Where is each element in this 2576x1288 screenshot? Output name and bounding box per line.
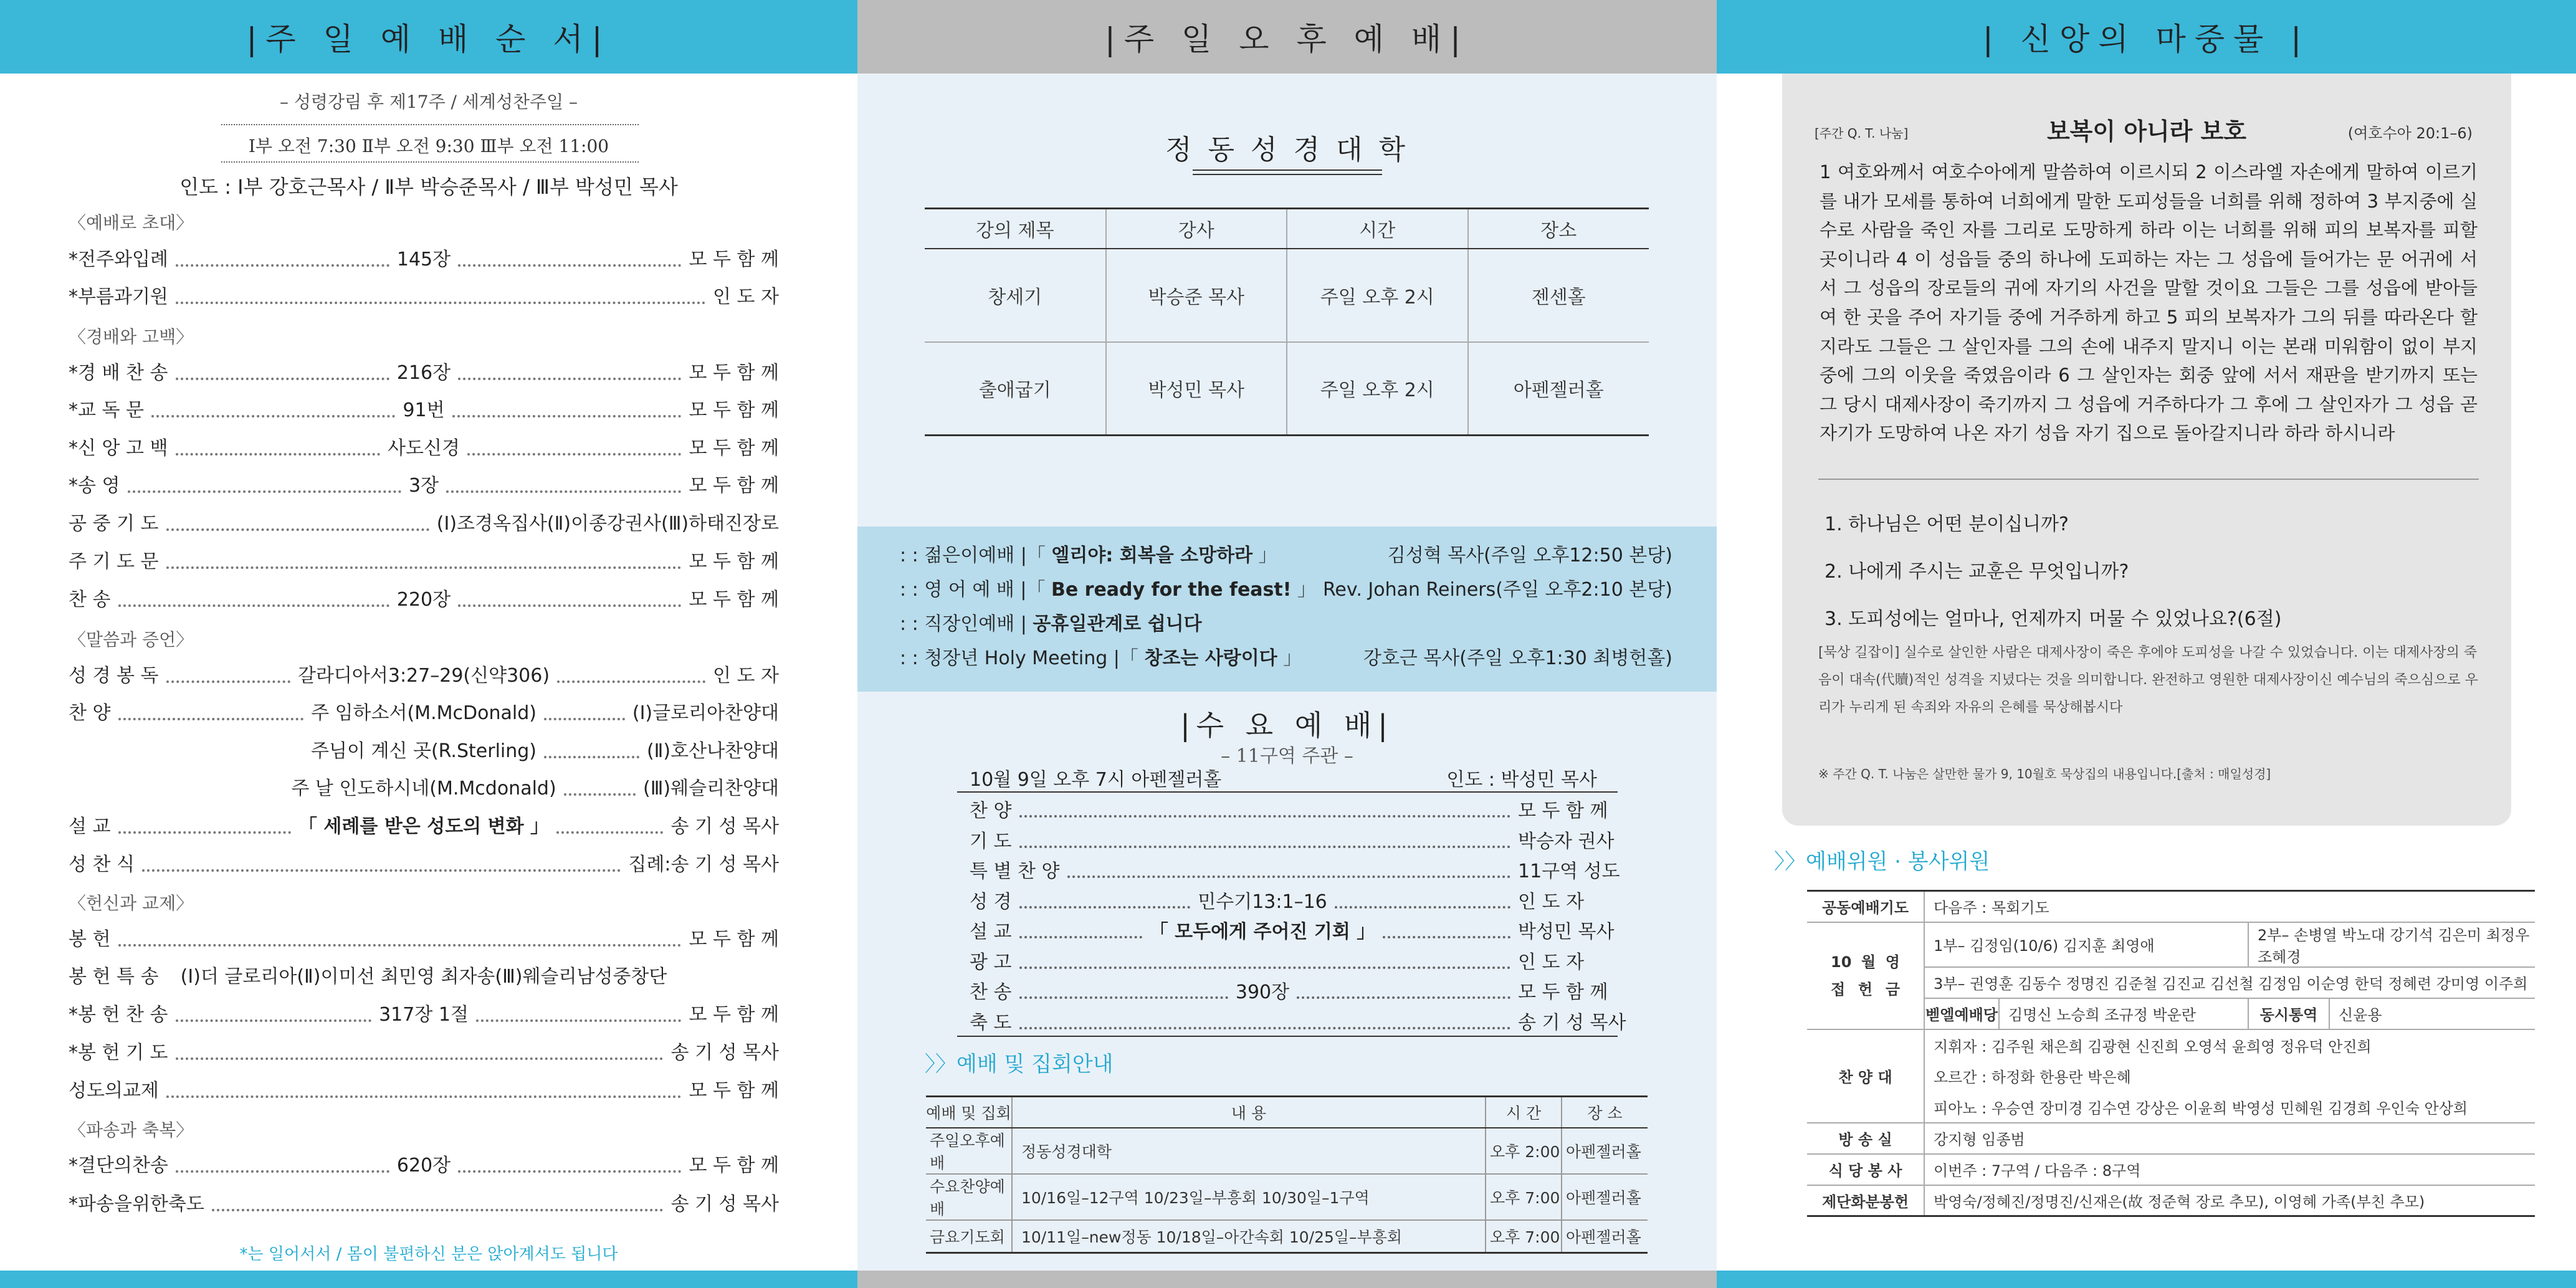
order-item-leader: 모 두 함 께	[689, 399, 779, 421]
table-cell: 오후 2:00	[1486, 1128, 1562, 1174]
dotted-leader	[1019, 996, 1228, 999]
order-item	[69, 737, 779, 766]
order-item-leader: 모 두 함 께	[689, 928, 779, 950]
table-cell: 이번주 : 7구역 / 다음주 : 8구역	[1924, 1154, 2535, 1185]
qt-title: 보복이 아니라 보호	[2046, 118, 2247, 145]
order-item-detail: 145장	[396, 249, 451, 270]
order-item	[69, 851, 779, 879]
staff-table	[1807, 890, 2535, 1217]
order-item-detail: 220장	[396, 589, 451, 611]
row-label: 공동예배기도	[1807, 891, 1924, 922]
dotted-leader	[557, 680, 705, 683]
table-cell: 정동성경대학	[1012, 1128, 1486, 1174]
table-header: 내 용	[1012, 1097, 1486, 1128]
table-cell: 아펜젤러홀	[1562, 1128, 1648, 1174]
order-item-detail: 주 임하소서(M.McDonald)	[311, 702, 537, 724]
order-item-name: *부름과기원	[69, 286, 168, 308]
order-item-leader: 모 두 함 께	[689, 249, 779, 270]
row-label: 방 송 실	[1807, 1123, 1924, 1154]
order-item	[69, 963, 779, 991]
order-item-leader: 모 두 함 께	[689, 1004, 779, 1026]
table-header: 장소	[1468, 209, 1649, 249]
wed-item-name: 광 고	[970, 951, 1012, 973]
order-item-detail: 91번	[403, 399, 445, 421]
row-label: 벧엘예배당	[1924, 998, 1999, 1029]
order-item-leader: (Ⅰ)글로리아찬양대	[632, 702, 779, 724]
meditation-guide: [묵상 길잡이] 실수로 살인한 사람은 대제사장이 죽은 후에야 도피성을 나갈 수 있었습니다. 이는 대제사장의 죽음이 대속(代贖)적인 성격을 지녔다는 것을 의미합니다. 완전하고 영원한 대제사장이신 예수님의 죽으심으로 우리가 누리게 된 속죄와 자유의 은혜를 묵상해봅시다	[1818, 645, 2478, 715]
service-sermon: 공휴일관계로 쉽니다	[1033, 613, 1202, 635]
wed-item-name: 기 도	[970, 830, 1012, 852]
info-section-title: 〉〉예배 및 집회안내	[925, 1052, 1114, 1077]
footer-bar	[1717, 1271, 2576, 1288]
dotted-leader	[476, 1019, 682, 1022]
dotted-leader	[176, 302, 705, 304]
row-label: 식 당 봉 사	[1807, 1154, 1924, 1185]
table-row	[1807, 922, 2535, 967]
table-header: 강의 제목	[925, 209, 1106, 249]
weekly-qt-box	[1782, 74, 2511, 826]
table-cell: 2부– 손병열 박노대 강기석 김은미 최정우 조혜경	[2248, 922, 2535, 967]
table-cell: 출애굽기	[925, 342, 1106, 436]
order-item-name: *봉 헌 찬 송	[69, 1004, 168, 1026]
dotted-leader	[544, 718, 625, 720]
wed-item-name: 설 교	[970, 921, 1012, 943]
table-cell: 10/11일–new정동 10/18일–아간속회 10/25일–부흥회	[1012, 1220, 1486, 1253]
order-item-detail: 317장 1절	[379, 1004, 469, 1026]
order-item-detail: 주 날 인도하시네(M.Mcdonald)	[291, 778, 556, 799]
order-item	[69, 246, 779, 274]
table-cell: 10/16일–12구역 10/23일–부흥회 10/30일–1구역	[1012, 1174, 1486, 1220]
table-cell: 박영숙/정혜진/정명진/신재은(故 정준혁 장로 추모), 이영혜 가족(부친 추모)	[1924, 1185, 2535, 1216]
table-cell: 아펜젤러홀	[1562, 1174, 1648, 1220]
other-services-band	[857, 527, 1717, 692]
table-header: 예배 및 집회	[926, 1097, 1012, 1128]
order-item	[69, 283, 779, 312]
table-cell: 지휘자 : 김주원 채은희 김광현 신진희 오영석 윤희영 정유덕 안진희	[1924, 1029, 2535, 1061]
wednesday-date: 10월 9일 오후 7시 아펜젤러홀	[970, 769, 1222, 791]
wed-order-item	[970, 857, 1620, 887]
dotted-leader	[1067, 875, 1510, 878]
order-item-name: *전주와입례	[69, 249, 168, 270]
wed-order-item	[970, 978, 1608, 1008]
service-leaders: 인도 : Ⅰ부 강호근목사 / Ⅱ부 박승준목사 / Ⅲ부 박성민 목사	[179, 175, 678, 199]
wed-item-detail: 「 모두에게 주어진 기회 」	[1149, 921, 1376, 943]
dotted-leader	[142, 869, 621, 872]
dotted-leader	[176, 1170, 389, 1173]
order-item-detail: 216장	[396, 362, 451, 384]
order-item-name: 성도의교제	[69, 1080, 159, 1102]
question-2: 2. 나에게 주시는 교훈은 무엇입니까?	[1825, 561, 2129, 583]
order-item-name: *교 독 문	[69, 399, 145, 421]
service-label: : : 직장인예배 |	[900, 613, 1033, 635]
order-item-leader: 모 두 함 께	[689, 437, 779, 459]
wed-item-name: 특 별 찬 양	[970, 861, 1060, 882]
table-cell: 신윤용	[2329, 998, 2535, 1029]
wed-item-name: 찬 송	[970, 981, 1012, 1003]
worship-order-panel	[0, 0, 857, 1288]
wed-item-leader: 박성민 목사	[1518, 921, 1615, 943]
order-item-leader: 인 도 자	[712, 665, 779, 687]
order-item-name: 찬 양	[69, 702, 111, 724]
title-underline	[1193, 174, 1382, 175]
order-item	[69, 699, 779, 728]
dotted-leader	[564, 793, 636, 796]
question-1: 1. 하나님은 어떤 분이십니까?	[1825, 513, 2069, 535]
order-item-leader: 모 두 함 께	[689, 362, 779, 384]
service-holy-meeting	[900, 642, 1672, 675]
service-preacher: 강호근 목사(주일 오후1:30 최병헌홀)	[1363, 647, 1672, 669]
service-bracket: 」	[1291, 579, 1316, 601]
dotted-leader	[544, 756, 639, 758]
order-item-name: 성 경 봉 독	[69, 665, 159, 687]
dotted-leader	[166, 680, 290, 683]
order-item-name: *경 배 찬 송	[69, 362, 168, 384]
table-header: 시 간	[1486, 1097, 1562, 1128]
dotted-leader	[458, 378, 681, 380]
order-item-name: 성 찬 식	[69, 854, 135, 875]
order-item	[69, 1001, 779, 1029]
order-item-leader: (Ⅲ)웨슬리찬양대	[643, 778, 779, 799]
table-cell: 아펜젤러홀	[1562, 1220, 1648, 1253]
wed-item-leader: 모 두 함 께	[1518, 800, 1608, 822]
order-item-name: 찬 송	[69, 589, 111, 611]
order-item-leader: 모 두 함 께	[689, 551, 779, 573]
order-item-leader: 모 두 함 께	[689, 1080, 779, 1102]
row-label: 찬 양 대	[1807, 1029, 1924, 1123]
wednesday-leader: 인도 : 박성민 목사	[1446, 769, 1597, 791]
order-item-name: *결단의찬송	[69, 1155, 168, 1176]
service-preacher: Rev. Johan Reiners(주일 오후2:10 본당)	[1322, 579, 1672, 601]
scripture-text: 1 여호와께서 여호수아에게 말씀하여 이르시되 2 이스라엘 자손에게 말하여 이르기를 내가 모세를 통하여 너희에게 말한 도피성들을 너희를 위해 정하여 3 부지중에 실수로 사람을 죽인 자를 그리로 도망하게 하라 이는 너희를 위해 피의 보복자를 피할 곳이니라 4 이 성읍들 중의 하나에 도피하는 자는 그 성읍에 들어가는 문 어귀에 서서 그 성읍의 장로들의 귀에 자기의 사건을 말할 것이요 그들은 그를 성읍에 받아들여 한 곳을 주어 자기들 중에 거주하게 하고 5 피의 보복자가 그의 뒤를 따라온다 할지라도 그들은 그 살인자를 그의 손에 내주지 말지니 이는 본래 미워함이 없이 부지중에 그의 이웃을 죽였음이라 6 그 살인자는 회중 앞에 서서 재판을 받기까지 또는 그 당시 대제사장이 죽기까지 그 성읍에 거주하다가 그 후에 그 살인자가 그 성읍 곧 자기가 도망하여 나온 자기 성읍 자기 집으로 돌아갈지니라 하라 하시니라	[1820, 161, 2478, 444]
afternoon-worship-header: |주 일 오 후 예 배|	[857, 0, 1717, 74]
staff-section-title: 〉〉예배위원 · 봉사위원	[1774, 849, 1990, 874]
service-english	[900, 573, 1672, 607]
service-preacher: 김성혁 목사(주일 오후12:50 본당)	[1387, 545, 1672, 566]
service-workers	[900, 608, 1672, 641]
table-header: 장 소	[1562, 1097, 1648, 1128]
table-cell: 강지형 임종범	[1924, 1123, 2535, 1154]
footer-bar	[857, 1271, 1717, 1288]
order-item	[69, 434, 779, 463]
dotted-leader	[118, 718, 304, 720]
wed-order-item	[970, 796, 1608, 826]
order-item-leader: (Ⅰ)조경옥집사(Ⅱ)이종강권사(Ⅲ)하태진장로	[436, 513, 779, 535]
service-times: Ⅰ부 오전 7:30 Ⅱ부 오전 9:30 Ⅲ부 오전 11:00	[248, 136, 609, 156]
wed-item-leader: 11구역 성도	[1518, 861, 1620, 882]
table-header: 강사	[1106, 209, 1287, 249]
table-cell: 주일오후예배	[926, 1128, 1012, 1174]
row-label: 동시통역	[2248, 998, 2329, 1029]
dotted-leader	[452, 415, 682, 417]
order-item	[69, 472, 779, 500]
wed-order-item	[970, 887, 1605, 917]
order-item-name: *송 영	[69, 475, 120, 497]
dotted-leader	[151, 415, 395, 417]
footnote: *는 일어서서 / 몸이 불편하신 분은 앉아계셔도 됩니다	[239, 1245, 618, 1264]
dotted-leader	[176, 453, 381, 456]
order-item	[69, 1190, 779, 1219]
question-3: 3. 도피성에는 얼마나, 언제까지 머물 수 있었나요?(6절)	[1825, 608, 2282, 630]
dotted-leader	[176, 1057, 664, 1060]
service-sermon: Be ready for the feast!	[1051, 579, 1292, 601]
wed-order-item	[970, 917, 1615, 947]
table-cell: 다음주 : 목회기도	[1924, 891, 2535, 922]
dotted-leader	[1019, 936, 1142, 938]
dotted-leader	[118, 604, 389, 607]
table-cell: 박승준 목사	[1106, 249, 1287, 342]
order-item	[69, 548, 779, 576]
section-word-testimony: 〈말씀과 증언〉	[69, 629, 194, 650]
dotted-leader	[556, 831, 663, 834]
order-item-leader: 인 도 자	[712, 286, 779, 308]
order-item	[69, 396, 779, 425]
table-cell: 오후 7:00	[1486, 1220, 1562, 1253]
dotted-leader	[1019, 1027, 1511, 1029]
wed-item-name: 찬 양	[970, 800, 1012, 822]
table-cell: 금요기도회	[926, 1220, 1012, 1253]
order-item-name: *파송을위한축도	[69, 1193, 204, 1215]
divider	[221, 161, 639, 163]
row-label: 10 월 영 접 헌 금	[1807, 922, 1924, 1029]
dotted-leader	[118, 831, 291, 834]
section-sending-blessing: 〈파송과 축복〉	[69, 1120, 194, 1140]
order-item-detail: 주님이 계신 곳(R.Sterling)	[311, 740, 537, 762]
wed-item-leader: 모 두 함 께	[1518, 981, 1608, 1003]
table-row	[1807, 1185, 2535, 1216]
wed-item-name: 성 경	[970, 890, 1012, 913]
order-item-name: *신 앙 고 백	[69, 437, 168, 459]
order-item	[69, 1039, 779, 1067]
order-item	[69, 359, 779, 388]
dotted-leader	[1019, 966, 1511, 969]
order-item-leader: 송 기 성 목사	[670, 1042, 779, 1064]
table-row	[925, 342, 1649, 436]
wed-item-leader: 송 기 성 목사	[1518, 1011, 1626, 1034]
order-item-leader: 송 기 성 목사	[670, 1193, 779, 1215]
wed-item-detail: 390장	[1235, 981, 1290, 1003]
dotted-leader	[458, 604, 681, 607]
dotted-leader	[118, 944, 682, 947]
wednesday-subtitle: – 11구역 주관 –	[1221, 745, 1353, 767]
table-cell: 박성민 목사	[1106, 342, 1287, 436]
order-item	[69, 775, 779, 803]
table-cell: 젠센홀	[1468, 249, 1649, 342]
devotional-header: | 신앙의 마중물 |	[1717, 0, 2576, 74]
order-item-leader: (Ⅱ)호산나찬양대	[646, 740, 779, 762]
service-sermon: 창조는 사랑이다	[1144, 647, 1277, 669]
wed-order-item	[970, 948, 1605, 978]
wed-item-leader: 인 도 자	[1518, 890, 1585, 913]
footer-bar	[0, 1271, 857, 1288]
dotted-leader	[166, 566, 682, 569]
order-item-detail: 「 세례를 받은 성도의 변화 」	[298, 816, 550, 837]
row-label: 제단화분봉헌	[1807, 1185, 1924, 1216]
service-label: : : 청장년 Holy Meeting |「	[900, 647, 1145, 669]
dotted-leader	[176, 378, 389, 380]
wed-order-item	[970, 827, 1615, 857]
table-cell: 피아노 : 우승연 장미경 김수연 강상은 이윤희 박영성 민혜원 김경희 우인숙 안상희	[1934, 1099, 2468, 1117]
table-header-row	[926, 1097, 1648, 1128]
order-item-name: 주 기 도 문	[69, 551, 159, 573]
section-worship-confession: 〈경배와 고백〉	[69, 327, 194, 347]
table-cell: 수요찬양예배	[926, 1174, 1012, 1220]
wed-item-detail: 민수기13:1–16	[1198, 890, 1327, 913]
section-dedication-fellowship: 〈헌신과 교제〉	[69, 893, 194, 914]
wed-order-item	[970, 1008, 1626, 1038]
table-header-row	[925, 209, 1649, 249]
source-note: ※ 주간 Q. T. 나눔은 살만한 물가 9, 10월호 묵상집의 내용입니다.[출처 : 매일성경]	[1818, 766, 2271, 781]
wed-item-name: 축 도	[970, 1011, 1012, 1034]
order-item-name: *봉 헌 기 도	[69, 1042, 168, 1064]
order-item	[69, 586, 779, 614]
order-item-leader: 집례:송 기 성 목사	[628, 854, 779, 875]
devotional-panel	[1717, 0, 2576, 1288]
service-bracket: 」	[1252, 545, 1277, 566]
dotted-leader	[467, 453, 682, 456]
divider	[1818, 479, 2479, 480]
order-item-leader: 모 두 함 께	[689, 1155, 779, 1176]
dotted-leader	[458, 264, 681, 267]
worship-order-header: |주 일 예 배 순 서|	[0, 0, 857, 74]
order-item	[69, 510, 779, 538]
title-underline	[1193, 169, 1382, 171]
order-item-name: 공 중 기 도	[69, 513, 159, 535]
service-young-adult	[900, 539, 1672, 573]
dotted-leader	[1297, 996, 1510, 999]
table-cell: 주일 오후 2시	[1287, 342, 1468, 436]
table-cell: 1부– 김정임(10/6) 김지훈 최영애	[1924, 922, 2248, 967]
dotted-leader	[212, 1209, 664, 1211]
dotted-leader	[1383, 936, 1510, 938]
dotted-leader	[166, 1095, 682, 1098]
order-item	[69, 662, 779, 690]
table-row	[925, 249, 1649, 342]
table-row	[926, 1220, 1648, 1253]
service-bracket: 」	[1277, 647, 1302, 669]
table-cell: 김명신 노승희 조규정 박운란	[1999, 998, 2248, 1029]
table-cell: 오르간 : 하정화 한용란 박은혜	[1934, 1069, 2131, 1086]
order-item	[69, 925, 779, 954]
service-label: : : 젊은이예배 |「	[900, 545, 1052, 566]
order-item-detail: 3장	[408, 475, 439, 497]
qt-reference: (여호수아 20:1–6)	[2347, 125, 2473, 142]
dotted-leader	[1335, 906, 1510, 909]
bible-college-title: 정 동 성 경 대 학	[1165, 134, 1409, 166]
wed-item-leader: 인 도 자	[1518, 951, 1585, 973]
order-item-detail: (Ⅰ)더 글로리아(Ⅱ)이미선 최민영 최자송(Ⅲ)웨슬리남성중창단	[180, 966, 667, 988]
divider	[221, 124, 639, 125]
section-invitation: 〈예배로 초대〉	[69, 212, 194, 233]
divider	[957, 791, 1618, 793]
meeting-info-table	[926, 1095, 1648, 1254]
dotted-leader	[176, 264, 389, 267]
service-label: : : 영 어 예 배 |「	[900, 579, 1051, 601]
wednesday-title: |수 요 예 배|	[1180, 708, 1394, 742]
dotted-leader	[1019, 815, 1511, 818]
table-row	[1807, 1123, 2535, 1154]
table-row	[1807, 1154, 2535, 1185]
table-cell: 3부– 권영훈 김동수 정명진 김준철 김진교 김선철 김정임 이순영 한덕 정혜련 강미영 이주희	[1924, 967, 2535, 998]
table-cell: 오후 7:00	[1486, 1174, 1562, 1220]
table-row	[1807, 1029, 2535, 1061]
table-cell: 창세기	[925, 249, 1106, 342]
dotted-leader	[128, 490, 401, 493]
order-item-detail: 사도신경	[388, 437, 460, 459]
order-item-name: 봉 헌 특 송	[69, 966, 159, 988]
table-row	[1807, 891, 2535, 922]
table-row	[926, 1128, 1648, 1174]
dotted-leader	[166, 528, 429, 531]
divider	[957, 1036, 1618, 1037]
order-item-leader: 모 두 함 께	[689, 589, 779, 611]
order-item	[69, 1152, 779, 1180]
dotted-leader	[1019, 906, 1191, 909]
order-item-name: 봉 헌	[69, 928, 111, 950]
order-item	[69, 813, 779, 841]
dotted-leader	[1019, 846, 1511, 848]
dotted-leader	[458, 1170, 681, 1173]
service-sermon: 엘리야: 회복을 소망하라	[1051, 545, 1253, 566]
afternoon-worship-panel	[857, 0, 1717, 1288]
wed-item-leader: 박승자 권사	[1518, 830, 1615, 852]
dotted-leader	[446, 490, 681, 493]
order-item-leader: 모 두 함 께	[689, 475, 779, 497]
table-cell: 아펜젤러홀	[1468, 342, 1649, 436]
order-item	[69, 1077, 779, 1105]
dotted-leader	[176, 1019, 372, 1022]
order-item-detail: 620장	[396, 1155, 451, 1176]
order-item-name: 설 교	[69, 816, 111, 837]
lecture-table	[925, 208, 1649, 436]
order-item-detail: 갈라디아서3:27–29(신약306)	[297, 665, 550, 687]
qt-tag: [주간 Q. T. 나눔]	[1815, 126, 1909, 141]
table-header: 시간	[1287, 209, 1468, 249]
table-cell: 주일 오후 2시	[1287, 249, 1468, 342]
liturgical-subtitle: – 성령강림 후 제17주 / 세계성찬주일 –	[279, 92, 578, 112]
order-item-leader: 송 기 성 목사	[670, 816, 779, 837]
table-row	[926, 1174, 1648, 1220]
